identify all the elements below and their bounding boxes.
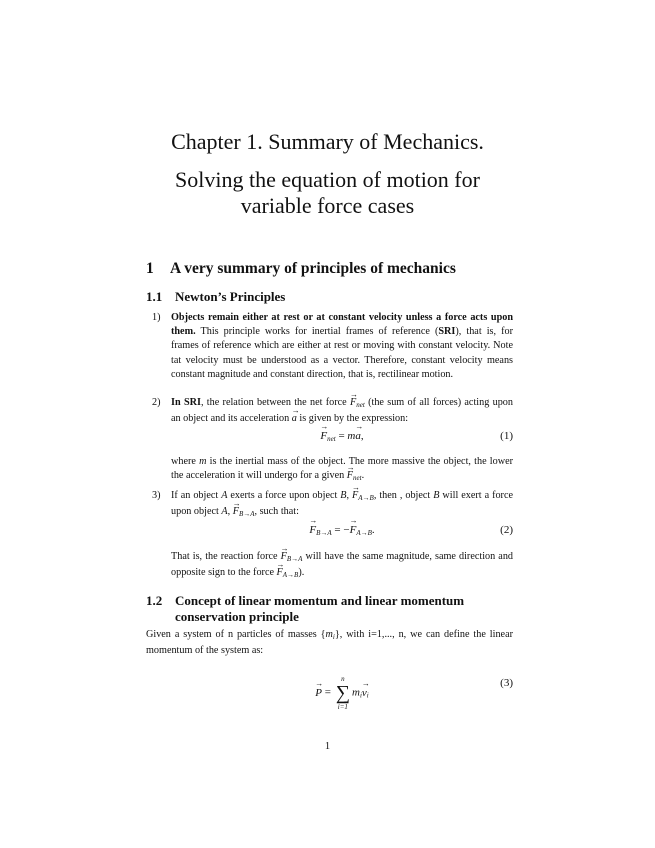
item-2-number: 2) <box>152 397 161 408</box>
item-2-after-text: is the inertial mass of the object. The more massive the object, the lower the acceleration it will undergo for a given <box>171 456 513 482</box>
summation <box>336 674 350 712</box>
i-subscript: i <box>332 633 335 641</box>
item-1-text: This principle works for inertial frames of reference ( <box>200 326 439 338</box>
force-symbol: → F <box>309 524 316 536</box>
item-3-after-text: ). <box>298 567 305 579</box>
force-symbol: → F <box>233 505 239 519</box>
period: . <box>371 524 375 536</box>
mass-symbol: m <box>351 686 360 699</box>
object-a-symbol: A <box>221 490 228 501</box>
subtitle-line-2: variable force cases <box>240 193 415 218</box>
force-symbol: → F <box>350 396 356 410</box>
item-3-number: 3) <box>152 490 161 501</box>
subsection-1-2-heading <box>146 593 516 625</box>
ab-subscript: A→B <box>356 529 372 537</box>
item-2-after-text: . <box>361 470 365 482</box>
momentum-text: }, with i=1,..., n, we can define the linear momentum of the system as: <box>146 629 513 657</box>
section-1-heading <box>146 260 526 278</box>
ba-subscript: B→A <box>286 555 303 563</box>
subsection-title: Concept of linear momentum and linear momentum conservation principle <box>175 593 465 624</box>
mass-symbol: m <box>347 430 356 442</box>
item-3-text: , such that: <box>254 506 299 518</box>
i-subscript: i <box>359 691 362 700</box>
item-2-text: , the relation between the net force <box>200 397 350 408</box>
item-1-text2: ), that is, for frames of reference which are either at rest or moving with constant velocity. Note tat velocity must be understood as a vector. Therefore, constant velocity means constant magnitude and constant direction, that is, rectilinear motion. <box>171 326 513 380</box>
acceleration-symbol: → a <box>292 412 297 426</box>
equation-1-number: (1) <box>500 430 513 442</box>
net-subscript: net <box>353 474 362 483</box>
mass-symbol: m <box>325 629 333 640</box>
item-3-text: , <box>346 490 353 501</box>
subsection-1-1-heading <box>146 289 516 305</box>
item-2-paragraph <box>171 396 513 426</box>
item-3-text: If an object <box>171 490 222 501</box>
equals: = <box>322 686 334 699</box>
item-3-text: will exert a force upon object <box>171 490 513 518</box>
item-2-text: (the sum of all forces) acting upon an object and its acceleration <box>171 397 513 425</box>
momentum-text: Given a system of n particles of masses { <box>146 629 326 640</box>
subtitle-line-1: Solving the equation of motion for <box>175 167 480 192</box>
subsection-title: Newton’s Principles <box>175 289 286 304</box>
equation-3-number: (3) <box>500 677 513 689</box>
force-symbol: → F <box>320 430 327 442</box>
sum-lower-limit: i=1 <box>337 703 348 711</box>
item-2-bold: In SRI <box>171 397 201 408</box>
ba-subscript: B→A <box>316 529 332 537</box>
subsection-number: 1.2 <box>146 593 163 608</box>
net-subscript: net <box>356 401 365 409</box>
comma: , <box>360 430 364 442</box>
object-b-symbol: B <box>433 490 440 501</box>
equation-2-number: (2) <box>500 524 513 536</box>
ab-subscript: A→B <box>282 571 299 580</box>
ba-subscript: B→A <box>238 510 255 519</box>
force-symbol: → F <box>277 566 283 580</box>
item-1-bold: Objects remain either at rest or at constant velocity unless a force acts upon them. <box>171 312 513 338</box>
equation-2 <box>171 524 513 542</box>
item-1-number: 1) <box>152 312 161 323</box>
mass-symbol: m <box>199 456 207 467</box>
item-3-paragraph <box>171 489 513 521</box>
item-3-after-text: That is, the reaction force <box>171 551 281 562</box>
item-3-after-text: will have the same magnitude, same direction and opposite sign to the force <box>171 551 514 579</box>
object-b-symbol: B <box>340 490 347 501</box>
item-3-text: , then , object <box>373 490 434 501</box>
force-symbol: → F <box>347 469 353 483</box>
chapter-title: Chapter 1. Summary of Mechanics. <box>171 129 484 154</box>
equals-negative: = − <box>331 524 350 536</box>
sum-upper-limit: n <box>341 675 345 683</box>
momentum-paragraph <box>146 628 513 658</box>
item-2-text: is given by the expression: <box>296 413 409 425</box>
i-subscript: i <box>366 691 369 700</box>
item-1-abbr: SRI <box>438 326 456 338</box>
page-number: 1 <box>324 741 331 752</box>
momentum-symbol: → P <box>315 687 322 699</box>
velocity-symbol: → v <box>362 687 367 699</box>
acceleration-symbol: → a <box>355 430 361 442</box>
equation-3 <box>171 668 513 711</box>
ab-subscript: A→B <box>358 494 374 502</box>
force-symbol: → F <box>352 489 358 503</box>
item-3-text: exerts a force upon object <box>227 490 341 501</box>
net-subscript: net <box>327 435 336 443</box>
item-2-after-text: where <box>171 456 200 467</box>
force-symbol: → F <box>281 550 287 564</box>
item-3-text: , <box>227 506 233 518</box>
section-title: A very summary of principles of mechanics <box>170 260 456 277</box>
item-3-after-paragraph <box>171 550 513 582</box>
section-number: 1 <box>146 260 154 277</box>
equation-1 <box>171 430 513 448</box>
item-1-paragraph <box>171 311 513 382</box>
item-2-after-paragraph <box>171 455 513 485</box>
subsection-number: 1.1 <box>146 289 163 304</box>
force-symbol: → F <box>350 524 357 536</box>
equals: = <box>335 430 348 442</box>
object-a-symbol: A <box>221 506 228 518</box>
sum-symbol: ∑ <box>335 682 350 704</box>
